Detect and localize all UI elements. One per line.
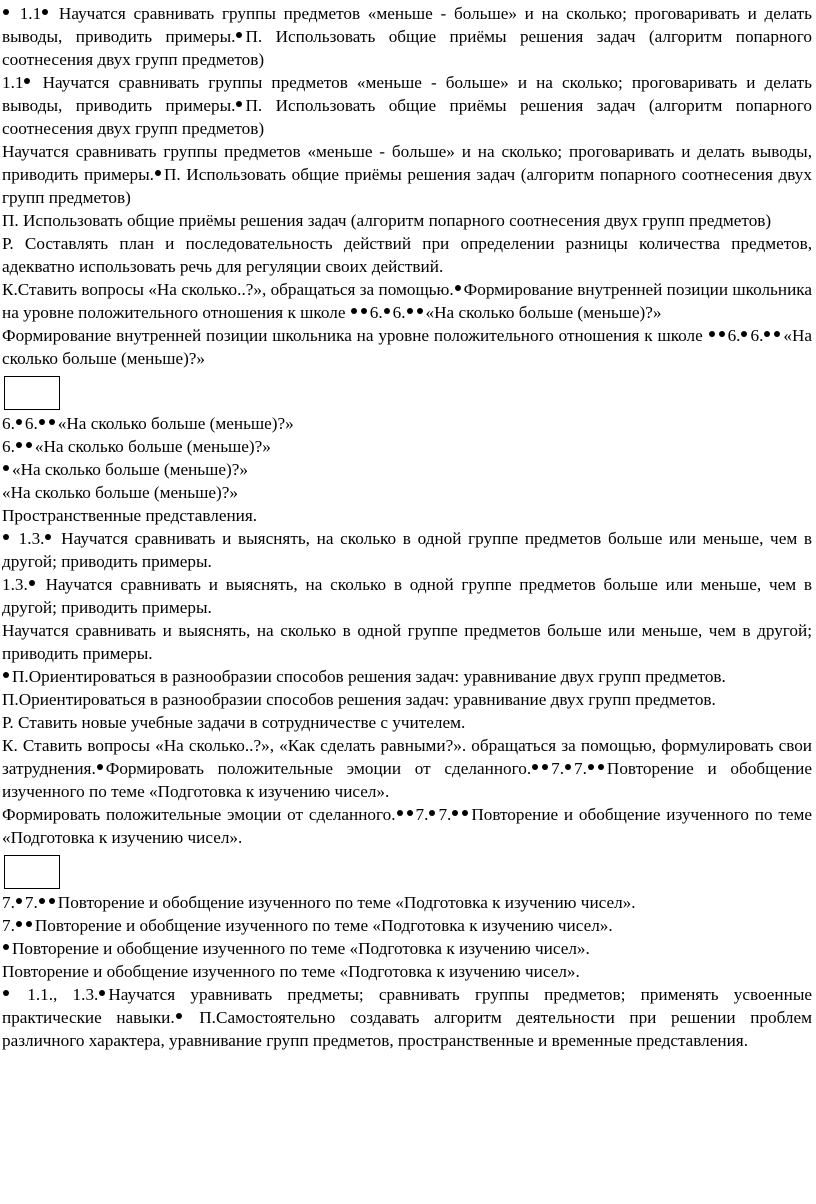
paragraph-text: 7. <box>551 759 565 778</box>
bullet-dot-icon <box>45 534 51 540</box>
bullet-dot-icon <box>236 32 242 38</box>
bullet-dot-icon <box>3 990 9 996</box>
bullet-dot-icon <box>455 285 461 291</box>
paragraph <box>2 278 812 324</box>
bullet-dot-icon <box>176 1013 182 1019</box>
empty-frame-box <box>4 376 60 410</box>
bullet-dot-icon <box>429 810 435 816</box>
paragraph <box>2 711 812 734</box>
paragraph-text: Повторение и обобщение изученного по теме «Подготовка к изучению чисел». <box>2 962 580 981</box>
bullet-dot-icon <box>16 921 22 927</box>
paragraph <box>2 209 812 232</box>
paragraph <box>2 803 812 849</box>
paragraph-text: 7. <box>2 916 15 935</box>
bullet-dot-icon <box>407 810 413 816</box>
bullet-dot-icon <box>709 331 715 337</box>
paragraph <box>2 665 812 688</box>
paragraph <box>2 435 812 458</box>
paragraph-text: 6. <box>727 326 741 345</box>
bullet-dot-icon <box>598 764 604 770</box>
paragraph-text: Научатся сравнивать и выяснять, на сколько в одной группе предметов больше или меньше, чем в другой; приводить примеры. <box>2 621 812 663</box>
paragraph <box>2 891 812 914</box>
bullet-dot-icon <box>741 331 747 337</box>
paragraph-text: 7. <box>574 759 587 778</box>
paragraph <box>2 734 812 803</box>
paragraph-text: Формирование внутренней позиции школьника на уровне положительного отношения к школе <box>2 326 708 345</box>
paragraph <box>2 914 812 937</box>
paragraph-text: «На сколько больше (меньше)?» <box>425 303 662 322</box>
bullet-dot-icon <box>3 465 9 471</box>
bullet-dot-icon <box>3 944 9 950</box>
paragraph-text: 7. <box>415 805 429 824</box>
paragraph-text: Р. Ставить новые учебные задачи в сотрудничестве с учителем. <box>2 713 466 732</box>
paragraph-text: 6. <box>2 414 15 433</box>
paragraph-text: К. Ставить вопросы «На сколько..?», «Как сделать равными?». обращаться за помощью, формулировать свои затруднения. <box>2 736 812 778</box>
paragraph-text: 7. <box>24 893 38 912</box>
paragraph <box>2 937 812 960</box>
bullet-dot-icon <box>3 534 9 540</box>
bullet-dot-icon <box>3 672 9 678</box>
paragraph-text: Повторение и обобщение изученного по теме «Подготовка к изучению чисел». <box>12 939 590 958</box>
bullet-dot-icon <box>26 442 32 448</box>
paragraph <box>2 573 812 619</box>
paragraph-text: Научатся уравнивать предметы; сравнивать группы предметов; применять усвоенные практические навыки. <box>2 985 813 1027</box>
bullet-dot-icon <box>39 419 45 425</box>
bullet-dot-icon <box>774 331 780 337</box>
paragraph-text: Формировать положительные эмоции от сделанного. <box>105 759 532 778</box>
paragraph <box>2 527 812 573</box>
paragraph-text: П. Использовать общие приёмы решения задач (алгоритм попарного соотнесения двух групп предметов) <box>2 96 812 138</box>
bullet-dot-icon <box>16 442 22 448</box>
bullet-dot-icon <box>452 810 458 816</box>
bullet-dot-icon <box>361 308 367 314</box>
paragraph-text: Научатся сравнивать группы предметов «меньше - больше» и на сколько; проговаривать и делать выводы, приводить примеры. <box>2 4 813 46</box>
bullet-dot-icon <box>49 898 55 904</box>
bullet-dot-icon <box>26 921 32 927</box>
paragraph-text: Р. Составлять план и последовательность действий при определении разницы количества предметов, адекватно использовать речь для регуляции своих действий. <box>2 234 812 276</box>
bullet-dot-icon <box>417 308 423 314</box>
paragraph-text: Научатся сравнивать и выяснять, на сколько в одной группе предметов больше или меньше, чем в другой; приводить примеры. <box>2 529 813 571</box>
bullet-dot-icon <box>3 9 9 15</box>
paragraph <box>2 619 812 665</box>
paragraph <box>2 688 812 711</box>
bullet-dot-icon <box>39 898 45 904</box>
paragraph <box>2 983 812 1052</box>
paragraph-text: П. Использовать общие приёмы решения задач (алгоритм попарного соотнесения двух групп предметов) <box>2 211 772 230</box>
bullet-dot-icon <box>49 419 55 425</box>
paragraph <box>2 71 812 140</box>
bullet-dot-icon <box>407 308 413 314</box>
bullet-dot-icon <box>719 331 725 337</box>
paragraph-text: К.Ставить вопросы «На сколько..?», обращаться за помощью. <box>2 280 454 299</box>
bullet-dot-icon <box>236 101 242 107</box>
paragraph <box>2 232 812 278</box>
bullet-dot-icon <box>97 764 103 770</box>
bullet-dot-icon <box>542 764 548 770</box>
paragraph-text: Повторение и обобщение изученного по теме «Подготовка к изучению чисел». <box>34 916 613 935</box>
paragraph-text: «На сколько больше (меньше)?» <box>2 326 812 368</box>
bullet-dot-icon <box>351 308 357 314</box>
paragraph-text: «На сколько больше (меньше)?» <box>12 460 248 479</box>
paragraph-text: 1.3. <box>12 529 45 548</box>
paragraph <box>2 2 812 71</box>
bullet-dot-icon <box>588 764 594 770</box>
paragraph-text: «На сколько больше (меньше)?» <box>34 437 271 456</box>
bullet-dot-icon <box>16 898 22 904</box>
paragraph <box>2 458 812 481</box>
bullet-dot-icon <box>764 331 770 337</box>
paragraph-text: Повторение и обобщение изученного по теме «Подготовка к изучению чисел». <box>2 759 812 801</box>
paragraph-text: П.Самостоятельно создавать алгоритм деятельности при решении проблем различного характера, уравнивание групп предметов, пространственные и временные представления. <box>2 1008 812 1050</box>
paragraph-text: 1.1 <box>12 4 42 23</box>
paragraph-text: 1.1., 1.3. <box>12 985 99 1004</box>
paragraph-text: 1.3. <box>2 575 28 594</box>
paragraph-text: Повторение и обобщение изученного по теме «Подготовка к изучению чисел». <box>2 805 812 847</box>
bullet-dot-icon <box>29 580 35 586</box>
paragraph <box>2 324 812 370</box>
paragraph <box>2 960 812 983</box>
bullet-dot-icon <box>462 810 468 816</box>
paragraph-text: 7. <box>438 805 452 824</box>
paragraph-text: 6. <box>24 414 38 433</box>
paragraph-text: «На сколько больше (меньше)?» <box>2 483 238 502</box>
bullet-dot-icon <box>99 990 105 996</box>
paragraph-text: П.Ориентироваться в разнообразии способов решения задач: уравнивание двух групп предметов. <box>12 667 726 686</box>
paragraph-text: П.Ориентироваться в разнообразии способов решения задач: уравнивание двух групп предметов. <box>2 690 716 709</box>
paragraph-text: 6. <box>750 326 764 345</box>
paragraph-text: 6. <box>392 303 406 322</box>
paragraph-text: 6. <box>2 437 15 456</box>
paragraph <box>2 481 812 504</box>
paragraph-text: 7. <box>2 893 15 912</box>
paragraph-text: «На сколько больше (меньше)?» <box>57 414 294 433</box>
paragraph-text: Формировать положительные эмоции от сделанного. <box>2 805 396 824</box>
bullet-dot-icon <box>565 764 571 770</box>
paragraph-text: П. Использовать общие приёмы решения задач (алгоритм попарного соотнесения двух групп предметов) <box>2 27 812 69</box>
paragraph <box>2 412 812 435</box>
bullet-dot-icon <box>397 810 403 816</box>
bullet-dot-icon <box>42 9 48 15</box>
bullet-dot-icon <box>532 764 538 770</box>
empty-frame-box <box>4 855 60 889</box>
paragraph-text: Пространственные представления. <box>2 506 258 525</box>
paragraph-text: 1.1 <box>2 73 24 92</box>
bullet-dot-icon <box>16 419 22 425</box>
paragraph <box>2 140 812 209</box>
paragraph-text: Повторение и обобщение изученного по теме «Подготовка к изучению чисел». <box>57 893 636 912</box>
paragraph-text: П. Использовать общие приёмы решения задач (алгоритм попарного соотнесения двух групп предметов) <box>2 165 812 207</box>
bullet-dot-icon <box>24 78 30 84</box>
bullet-dot-icon <box>384 308 390 314</box>
paragraph-text: Научатся сравнивать группы предметов «меньше - больше» и на сколько; проговаривать и делать выводы, приводить примеры. <box>2 142 812 184</box>
paragraph-text: 6. <box>369 303 383 322</box>
bullet-dot-icon <box>155 170 161 176</box>
paragraph-text: Научатся сравнивать и выяснять, на сколько в одной группе предметов больше или меньше, чем в другой; приводить примеры. <box>2 575 812 617</box>
paragraph-text: Научатся сравнивать группы предметов «меньше - больше» и на сколько; проговаривать и делать выводы, приводить примеры. <box>2 73 812 115</box>
paragraph-text: Формирование внутренней позиции школьника на уровне положительного отношения к школе <box>2 280 812 322</box>
paragraph <box>2 504 812 527</box>
